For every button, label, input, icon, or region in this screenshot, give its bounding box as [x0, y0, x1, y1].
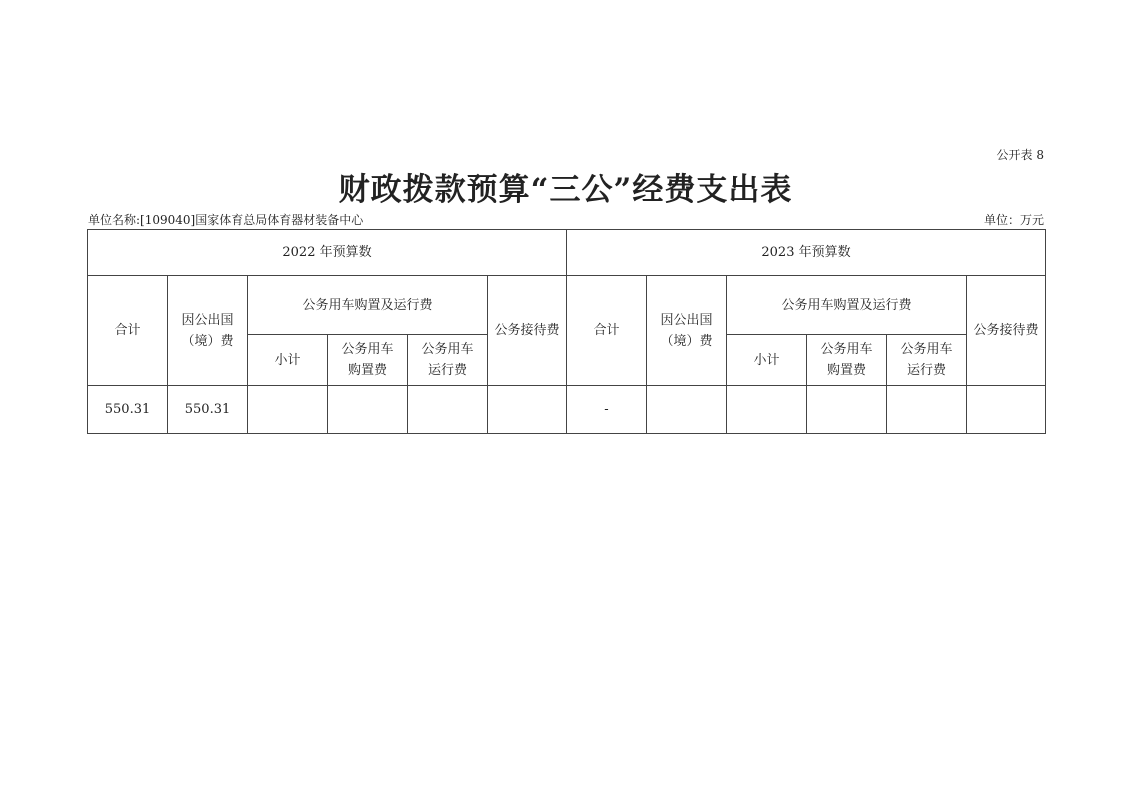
header-total-2023: 合计 — [567, 276, 647, 386]
header-abroad-line1: 因公出国 — [660, 312, 713, 328]
header-reception-2022: 公务接待费 — [488, 276, 567, 386]
cell-operation-2022 — [408, 386, 488, 434]
header-purchase-line2: 购置费 — [826, 363, 866, 378]
header-vehicle-2023: 公务用车购置及运行费 — [727, 276, 967, 335]
header-abroad-2023 — [647, 276, 727, 386]
header-subtotal-2023: 小计 — [727, 335, 807, 386]
header-purchase-line2: 购置费 — [347, 363, 387, 378]
header-abroad-line1: 因公出国 — [181, 312, 234, 328]
unit-name: 单位名称:[109040]国家体育总局体育器材装备中心 — [88, 213, 364, 227]
header-operation-2022 — [408, 335, 488, 386]
header-operation-line2: 运行费 — [427, 363, 467, 378]
header-abroad-line2: （境）费 — [181, 333, 234, 349]
header-subtotal-2022: 小计 — [248, 335, 328, 386]
header-reception-2023: 公务接待费 — [967, 276, 1046, 386]
header-purchase-2022 — [328, 335, 408, 386]
unit-label: 单位：万元 — [983, 213, 1044, 227]
cell-reception-2022 — [488, 386, 567, 434]
cell-reception-2023 — [967, 386, 1046, 434]
header-purchase-line1: 公务用车 — [820, 342, 873, 357]
cell-subtotal-2022 — [248, 386, 328, 434]
year-header-row — [88, 230, 1046, 276]
header-operation-line1: 公务用车 — [900, 342, 953, 357]
header-abroad-2022 — [168, 276, 248, 386]
budget-table — [87, 229, 1046, 434]
year-2022-header: 2022 年预算数 — [88, 230, 567, 276]
header-operation-2023 — [887, 335, 967, 386]
form-number: 公开表 8 — [996, 148, 1044, 162]
cell-total-2022: 550.31 — [88, 386, 168, 434]
header-operation-line2: 运行费 — [906, 363, 946, 378]
year-2023-header: 2023 年预算数 — [567, 230, 1046, 276]
table-row — [88, 386, 1046, 434]
cell-total-2023: - — [567, 386, 647, 434]
cell-operation-2023 — [887, 386, 967, 434]
category-header-row — [88, 276, 1046, 335]
header-purchase-2023 — [807, 335, 887, 386]
cell-purchase-2023 — [807, 386, 887, 434]
header-vehicle-2022: 公务用车购置及运行费 — [248, 276, 488, 335]
cell-abroad-2022: 550.31 — [168, 386, 248, 434]
header-operation-line1: 公务用车 — [421, 342, 474, 357]
cell-purchase-2022 — [328, 386, 408, 434]
header-total-2022: 合计 — [88, 276, 168, 386]
header-abroad-line2: （境）费 — [660, 333, 713, 349]
cell-abroad-2023 — [647, 386, 727, 434]
page-title: 财政拨款预算“三公”经费支出表 — [338, 172, 793, 208]
header-purchase-line1: 公务用车 — [341, 342, 394, 357]
cell-subtotal-2023 — [727, 386, 807, 434]
